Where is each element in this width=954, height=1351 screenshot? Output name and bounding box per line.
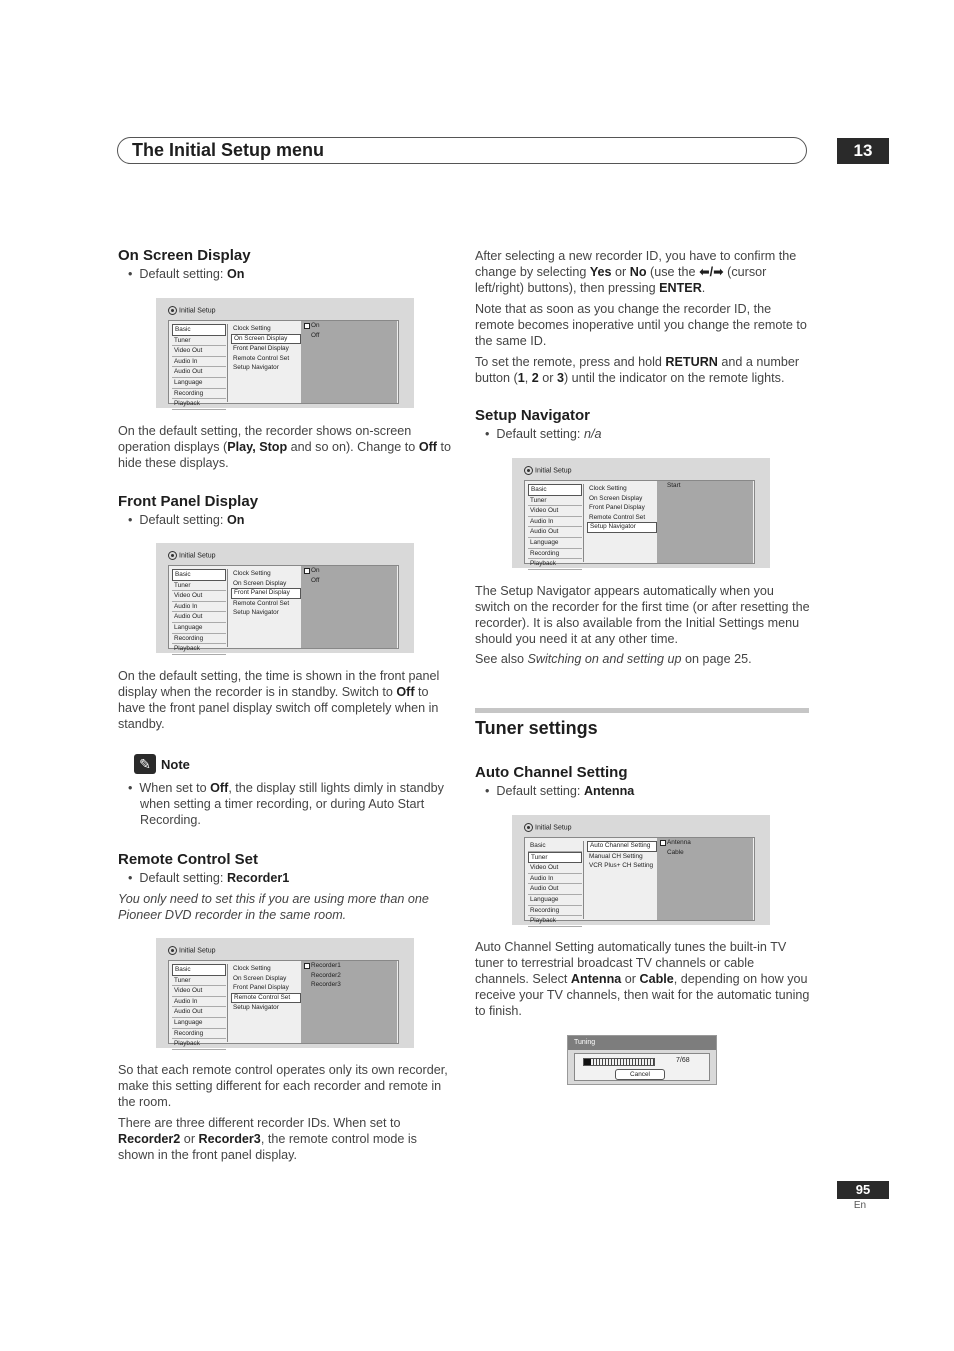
tuner-heading: Tuner settings <box>475 718 598 738</box>
nav-heading: Setup Navigator <box>475 407 591 424</box>
cancel-button[interactable]: Cancel <box>615 1069 665 1080</box>
tuning-progress-bar <box>583 1058 655 1066</box>
rcs-heading: Remote Control Set <box>118 851 259 868</box>
osd-default: • Default setting: On <box>128 267 245 281</box>
chapter-number-badge: 13 <box>837 138 889 164</box>
page-language: En <box>853 1200 867 1211</box>
disc-icon <box>524 466 533 475</box>
pencil-note-icon: ✎ <box>134 754 156 774</box>
page-title: The Initial Setup menu <box>132 140 325 160</box>
screen-options: Recorder1 Recorder2 Recorder3 <box>301 961 397 1043</box>
tuning-dialog <box>567 1035 717 1085</box>
note-label: Note <box>161 757 190 772</box>
tuning-count: 7/68 <box>676 1057 690 1064</box>
screen-submenu: Clock Setting On Screen Display Front Panel Display Remote Control Set Setup Navigator <box>587 484 657 533</box>
tuning-title: Tuning <box>568 1036 716 1050</box>
rcs-default: • Default setting: Recorder1 <box>128 871 290 885</box>
osd-screen: Initial Setup Basic Tuner Video Out Audio In Audio Out Language Recording Playback Clock Setting On Screen Display Front Panel Display Remote Control Set Setup Navigator On Off <box>156 298 414 408</box>
disc-icon <box>168 946 177 955</box>
disc-icon <box>524 823 533 832</box>
fpd-default: • Default setting: On <box>128 513 245 527</box>
screen-submenu: Auto Channel Setting Manual CH Setting VCR Plus+ CH Setting <box>587 841 657 871</box>
fpd-screen: Initial Setup Basic Tuner Video Out Audio In Audio Out Language Recording Playback Clock Setting On Screen Display Front Panel Display Remote Control Set Setup Navigator On Off <box>156 543 414 653</box>
screen-submenu: Clock Setting On Screen Display Front Panel Display Remote Control Set Setup Navigator <box>231 569 301 618</box>
page-number: 95 <box>837 1181 889 1199</box>
rcs-screen: Initial Setup Basic Tuner Video Out Audio In Audio Out Language Recording Playback Clock Setting On Screen Display Front Panel Display Remote Control Set Setup Navigator Recorder1 Recorder2 Recorder3 <box>156 938 414 1048</box>
note-text: • When set to Off, the display still lights dimly in standby when setting a timer recording, or during Auto Start Recording. <box>128 781 444 827</box>
tuner-description: Auto Channel Setting automatically tunes the built-in TV tuner to terrestrial broadcast TV channels or cable channels. Select Antenna or Cable, depending on how you receive your TV channels, then wait for the automatic tuning to finish. <box>475 940 810 1018</box>
tuner-screen: Initial Setup Basic Tuner Video Out Audio In Audio Out Language Recording Playback Auto Channel Setting Manual CH Setting VCR Plus+ CH Setting Antenna Cable <box>512 815 770 925</box>
nav-default: • Default setting: n/a <box>485 427 602 441</box>
confirm-description: After selecting a new recorder ID, you have to confirm the change by selecting Yes or No (use the ⬅/➡ (cursor left/right) buttons), then pressing ENTER. Note that as soon as you change the recorder ID, the remote becomes inoperative until you change the remote to the same ID. To set the remote, press and hold RETURN and a number button (1, 2 or 3) until the indicator on the remote lights. <box>475 249 807 385</box>
chapter-title-bar <box>117 137 807 164</box>
screen-menu: Basic Tuner Video Out Audio In Audio Out Language Recording Playback <box>172 964 226 1050</box>
auto-channel-section <box>475 764 810 799</box>
screen-menu: Basic Tuner Video Out Audio In Audio Out Language Recording Playback <box>528 484 582 570</box>
auto-channel-heading: Auto Channel Setting <box>475 764 628 781</box>
osd-section <box>118 247 453 282</box>
fpd-section <box>118 493 453 528</box>
fpd-heading: Front Panel Display <box>118 493 259 510</box>
cursor-arrows-icon: ⬅/➡ <box>699 265 724 279</box>
screen-submenu: Clock Setting On Screen Display Front Panel Display Remote Control Set Setup Navigator <box>231 324 301 373</box>
disc-icon <box>168 551 177 560</box>
screen-menu: Basic Tuner Video Out Audio In Audio Out Language Recording Playback <box>172 324 226 410</box>
section-divider <box>475 708 809 713</box>
auto-channel-default: • Default setting: Antenna <box>485 784 635 798</box>
screen-options: Antenna Cable <box>657 838 753 920</box>
nav-section <box>475 407 810 442</box>
screen-options: Start <box>657 481 753 563</box>
rcs-description: So that each remote control operates only its own recorder, make this setting different for each recorder and remote in the room. There are three different recorder IDs. When set to Recorder2 or Recorder3, the remote control mode is shown in the front panel display. <box>118 1063 448 1162</box>
screen-menu: Basic Tuner Video Out Audio In Audio Out Language Recording Playback <box>172 569 226 655</box>
disc-icon <box>168 306 177 315</box>
screen-menu: Basic Tuner Video Out Audio In Audio Out Language Recording Playback <box>528 841 582 927</box>
fpd-description: On the default setting, the time is shown in the front panel display when the recorder is in standby. Switch to Off to have the front panel display switch off completely when in standby. <box>118 669 440 731</box>
nav-description: The Setup Navigator appears automatically when you switch on the recorder for the first time (or after resetting the recorder). It is also available from the Initial Settings menu should you need it at any other time. See also Switching on and setting up on page 25. <box>475 584 810 666</box>
screen-submenu: Clock Setting On Screen Display Front Panel Display Remote Control Set Setup Navigator <box>231 964 301 1013</box>
rcs-italic-note: You only need to set this if you are using more than one Pioneer DVD recorder in the same room. <box>118 892 429 922</box>
screen-options: On Off <box>301 566 397 648</box>
nav-screen: Initial Setup Basic Tuner Video Out Audio In Audio Out Language Recording Playback Clock Setting On Screen Display Front Panel Display Remote Control Set Setup Navigator Start <box>512 458 770 568</box>
osd-heading: On Screen Display <box>118 247 251 264</box>
screen-options: On Off <box>301 321 397 403</box>
rcs-section <box>118 851 453 923</box>
tuner-section <box>475 718 810 739</box>
osd-description: On the default setting, the recorder shows on-screen operation displays (Play, Stop and so on). Change to Off to hide these displays. <box>118 424 452 470</box>
